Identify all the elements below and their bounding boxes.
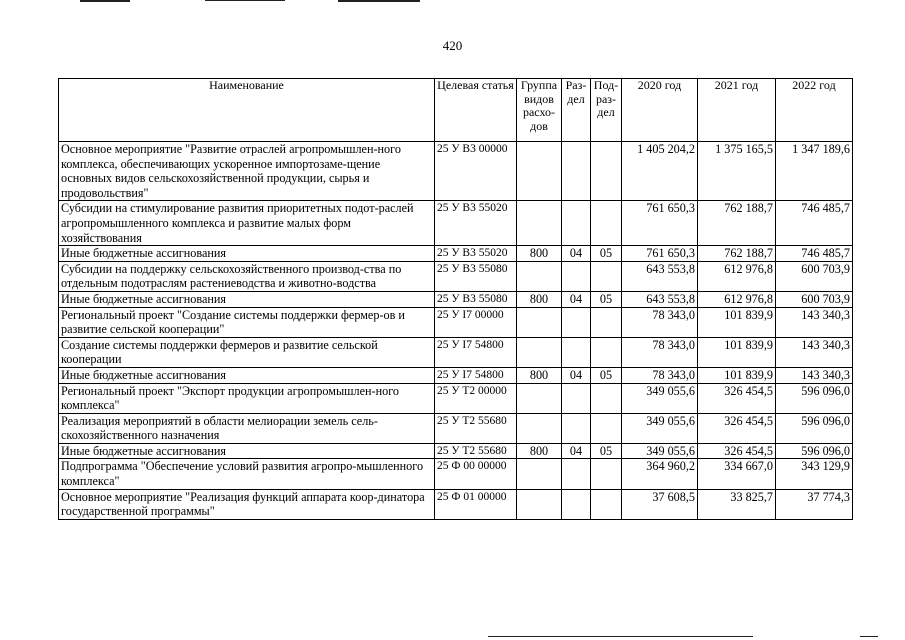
cell-target: 25 Ф 01 00000 bbox=[435, 489, 517, 519]
cell-target: 25 У В3 55080 bbox=[435, 261, 517, 291]
cell-2021: 762 188,7 bbox=[698, 201, 776, 246]
cell-2021: 326 454,5 bbox=[698, 443, 776, 459]
cell-2020: 349 055,6 bbox=[622, 443, 698, 459]
cell-2022: 143 340,3 bbox=[776, 337, 853, 367]
cell-2022: 143 340,3 bbox=[776, 307, 853, 337]
cell-2021: 612 976,8 bbox=[698, 291, 776, 307]
cell-subsection bbox=[591, 201, 622, 246]
cell-2022: 746 485,7 bbox=[776, 246, 853, 262]
table-row bbox=[59, 489, 853, 519]
bottom-scan-mark bbox=[488, 636, 753, 637]
cell-2021: 101 839,9 bbox=[698, 307, 776, 337]
page-number: 420 bbox=[442, 38, 463, 53]
cell-subsection: 05 bbox=[591, 443, 622, 459]
cell-subsection: 05 bbox=[591, 291, 622, 307]
cell-section: 04 bbox=[562, 443, 591, 459]
cell-group: 800 bbox=[517, 367, 562, 383]
cell-subsection bbox=[591, 489, 622, 519]
cell-2020: 643 553,8 bbox=[622, 261, 698, 291]
cell-section bbox=[562, 489, 591, 519]
cell-group bbox=[517, 489, 562, 519]
cell-name: Создание системы поддержки фермеров и развитие сельской кооперации bbox=[59, 337, 435, 367]
cell-section bbox=[562, 261, 591, 291]
cell-2021: 762 188,7 bbox=[698, 246, 776, 262]
cell-target: 25 У В3 00000 bbox=[435, 142, 517, 201]
cell-group: 800 bbox=[517, 443, 562, 459]
cell-group bbox=[517, 383, 562, 413]
cell-target: 25 Ф 00 00000 bbox=[435, 459, 517, 489]
header-group: Группа видов расхо-дов bbox=[517, 79, 562, 142]
cell-group: 800 bbox=[517, 246, 562, 262]
top-scan-mark bbox=[205, 0, 285, 1]
cell-section bbox=[562, 413, 591, 443]
cell-name: Иные бюджетные ассигнования bbox=[59, 291, 435, 307]
table-row bbox=[59, 367, 853, 383]
cell-2022: 596 096,0 bbox=[776, 413, 853, 443]
cell-name: Региональный проект "Создание системы поддержки фермер-ов и развитие сельской кооперации" bbox=[59, 307, 435, 337]
cell-target: 25 У Т2 00000 bbox=[435, 383, 517, 413]
cell-section: 04 bbox=[562, 291, 591, 307]
table-row bbox=[59, 459, 853, 489]
cell-subsection: 05 bbox=[591, 367, 622, 383]
cell-group bbox=[517, 201, 562, 246]
cell-name: Подпрограмма "Обеспечение условий развития агропро-мышленного комплекса" bbox=[59, 459, 435, 489]
cell-2020: 349 055,6 bbox=[622, 413, 698, 443]
top-scan-mark bbox=[338, 0, 420, 2]
cell-target: 25 У Т2 55680 bbox=[435, 443, 517, 459]
cell-section bbox=[562, 142, 591, 201]
cell-name: Субсидии на стимулирование развития приоритетных подот-раслей агропромышленного комплекса и развитие малых форм хозяйствования bbox=[59, 201, 435, 246]
table-row bbox=[59, 246, 853, 262]
table-row bbox=[59, 142, 853, 201]
cell-subsection bbox=[591, 142, 622, 201]
cell-group bbox=[517, 261, 562, 291]
cell-target: 25 У В3 55020 bbox=[435, 246, 517, 262]
cell-section bbox=[562, 459, 591, 489]
cell-2022: 37 774,3 bbox=[776, 489, 853, 519]
header-target: Целевая статья bbox=[435, 79, 517, 142]
cell-2022: 600 703,9 bbox=[776, 291, 853, 307]
table-row bbox=[59, 413, 853, 443]
table-row bbox=[59, 443, 853, 459]
cell-2022: 143 340,3 bbox=[776, 367, 853, 383]
cell-2020: 761 650,3 bbox=[622, 201, 698, 246]
cell-section bbox=[562, 307, 591, 337]
top-scan-mark bbox=[80, 0, 130, 2]
header-section: Раз-дел bbox=[562, 79, 591, 142]
cell-2020: 643 553,8 bbox=[622, 291, 698, 307]
cell-2021: 101 839,9 bbox=[698, 367, 776, 383]
cell-subsection bbox=[591, 261, 622, 291]
cell-name: Субсидии на поддержку сельскохозяйственного производ-ства по отдельным подотраслям растениеводства и животно-водства bbox=[59, 261, 435, 291]
cell-2022: 600 703,9 bbox=[776, 261, 853, 291]
cell-target: 25 У Т2 55680 bbox=[435, 413, 517, 443]
budget-table bbox=[58, 78, 853, 520]
cell-target: 25 У В3 55080 bbox=[435, 291, 517, 307]
bottom-scan-mark bbox=[860, 636, 878, 637]
cell-group bbox=[517, 142, 562, 201]
header-2022: 2022 год bbox=[776, 79, 853, 142]
cell-target: 25 У I7 54800 bbox=[435, 337, 517, 367]
cell-2022: 1 347 189,6 bbox=[776, 142, 853, 201]
cell-2020: 78 343,0 bbox=[622, 307, 698, 337]
cell-2021: 33 825,7 bbox=[698, 489, 776, 519]
cell-subsection bbox=[591, 307, 622, 337]
cell-name: Реализация мероприятий в области мелиорации земель сель-скохозяйственного назначения bbox=[59, 413, 435, 443]
cell-2022: 596 096,0 bbox=[776, 443, 853, 459]
cell-target: 25 У I7 54800 bbox=[435, 367, 517, 383]
cell-2020: 37 608,5 bbox=[622, 489, 698, 519]
cell-2021: 101 839,9 bbox=[698, 337, 776, 367]
cell-2020: 349 055,6 bbox=[622, 383, 698, 413]
cell-group bbox=[517, 459, 562, 489]
cell-group bbox=[517, 413, 562, 443]
cell-2020: 364 960,2 bbox=[622, 459, 698, 489]
cell-2022: 596 096,0 bbox=[776, 383, 853, 413]
cell-2020: 78 343,0 bbox=[622, 337, 698, 367]
header-subsection: Под-раз-дел bbox=[591, 79, 622, 142]
cell-target: 25 У В3 55020 bbox=[435, 201, 517, 246]
table-row bbox=[59, 337, 853, 367]
table-row bbox=[59, 383, 853, 413]
cell-name: Региональный проект "Экспорт продукции агропромышлен-ного комплекса" bbox=[59, 383, 435, 413]
cell-group bbox=[517, 337, 562, 367]
header-name: Наименование bbox=[59, 79, 435, 142]
cell-name: Основное мероприятие "Развитие отраслей агропромышлен-ного комплекса, обеспечивающих ускоренное импортозаме-щение основных видов сельскохозяйственной продукции, сырья и продовольствия" bbox=[59, 142, 435, 201]
header-2021: 2021 год bbox=[698, 79, 776, 142]
cell-subsection bbox=[591, 337, 622, 367]
cell-subsection bbox=[591, 413, 622, 443]
cell-section: 04 bbox=[562, 367, 591, 383]
cell-2020: 78 343,0 bbox=[622, 367, 698, 383]
cell-subsection bbox=[591, 459, 622, 489]
cell-section bbox=[562, 201, 591, 246]
cell-name: Иные бюджетные ассигнования bbox=[59, 443, 435, 459]
cell-subsection bbox=[591, 383, 622, 413]
cell-name: Основное мероприятие "Реализация функций аппарата коор-динатора государственной программы" bbox=[59, 489, 435, 519]
cell-2022: 746 485,7 bbox=[776, 201, 853, 246]
table-row bbox=[59, 307, 853, 337]
cell-name: Иные бюджетные ассигнования bbox=[59, 367, 435, 383]
cell-section bbox=[562, 337, 591, 367]
cell-2021: 1 375 165,5 bbox=[698, 142, 776, 201]
cell-2021: 326 454,5 bbox=[698, 383, 776, 413]
table-header-row bbox=[59, 79, 853, 142]
cell-subsection: 05 bbox=[591, 246, 622, 262]
cell-group: 800 bbox=[517, 291, 562, 307]
cell-2021: 334 667,0 bbox=[698, 459, 776, 489]
cell-group bbox=[517, 307, 562, 337]
cell-name: Иные бюджетные ассигнования bbox=[59, 246, 435, 262]
table-row bbox=[59, 261, 853, 291]
table-row bbox=[59, 291, 853, 307]
cell-section bbox=[562, 383, 591, 413]
table-row bbox=[59, 201, 853, 246]
cell-2022: 343 129,9 bbox=[776, 459, 853, 489]
header-2020: 2020 год bbox=[622, 79, 698, 142]
cell-section: 04 bbox=[562, 246, 591, 262]
cell-2020: 1 405 204,2 bbox=[622, 142, 698, 201]
cell-2021: 612 976,8 bbox=[698, 261, 776, 291]
cell-2021: 326 454,5 bbox=[698, 413, 776, 443]
cell-2020: 761 650,3 bbox=[622, 246, 698, 262]
cell-target: 25 У I7 00000 bbox=[435, 307, 517, 337]
